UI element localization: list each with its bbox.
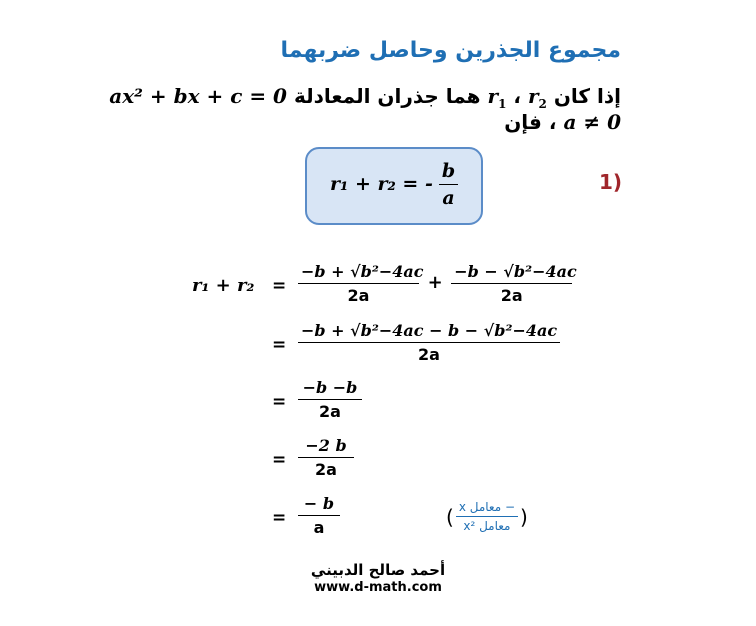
equals-3: = <box>272 392 287 412</box>
intro-mid: هما جذران المعادلة <box>293 84 481 108</box>
step-1-fraction-a: $\frac{\text{−b + √b²−4ac}}{2a}$ <box>298 262 419 305</box>
condition-a-nonzero: a ≠ 0 <box>563 110 621 134</box>
hint-fraction: $\frac{\text{− معامل x}}{\text{معامل x²}}$ <box>456 500 518 533</box>
step-4 <box>298 436 354 479</box>
intro-if: إذا كان <box>553 84 621 108</box>
step-1-fraction-b: $\frac{\text{−b − √b²−4ac}}{2a}$ <box>451 262 572 305</box>
website-url: www.d-math.com <box>314 580 442 595</box>
step-5 <box>298 494 340 537</box>
equals-2: = <box>272 335 287 355</box>
derivation-lhs: r₁ + r₂ <box>192 275 255 296</box>
quadratic-equation: ax² + bx + c = 0 <box>109 84 287 108</box>
step-2 <box>298 321 560 364</box>
equals-4: = <box>272 450 287 470</box>
intro-then: ، فإن <box>504 110 557 134</box>
formula-numerator: b <box>439 160 458 185</box>
step-2-fraction: $\frac{\text{−b + √b²−4ac − b − √b²−4ac}}{2a}$ <box>298 321 560 364</box>
step-1-plus: + <box>427 272 443 293</box>
hint-open-paren: ( <box>446 504 454 529</box>
formula-lhs: r₁ + r₂ = - <box>330 173 433 195</box>
step-5-fraction: $\frac{- b}{a}$ <box>298 494 340 537</box>
hint-close-paren: ) <box>520 504 528 529</box>
intro-line-2 <box>504 110 621 134</box>
author-name: أحمد صالح الدبيني <box>310 561 446 579</box>
equals-1: = <box>272 276 287 296</box>
equals-5: = <box>272 508 287 528</box>
step-3-fraction: $\frac{-b -b}{2a}$ <box>298 378 362 421</box>
formula-sum <box>330 160 458 209</box>
intro-separator: ، <box>513 84 521 108</box>
step-3 <box>298 378 362 421</box>
coefficient-hint <box>446 500 528 533</box>
page-title: مجموع الجذرين وحاصل ضربهما <box>280 38 621 63</box>
root-r1: $r_1$ <box>487 84 507 111</box>
item-number: (1 <box>598 170 622 194</box>
root-r2: $r_2$ <box>527 84 547 111</box>
step-4-fraction: $\frac{-2 b}{2a}$ <box>298 436 354 479</box>
intro-line-1 <box>109 84 621 111</box>
formula-fraction <box>439 160 458 209</box>
step-1 <box>298 262 577 305</box>
formula-denominator: a <box>442 187 455 209</box>
